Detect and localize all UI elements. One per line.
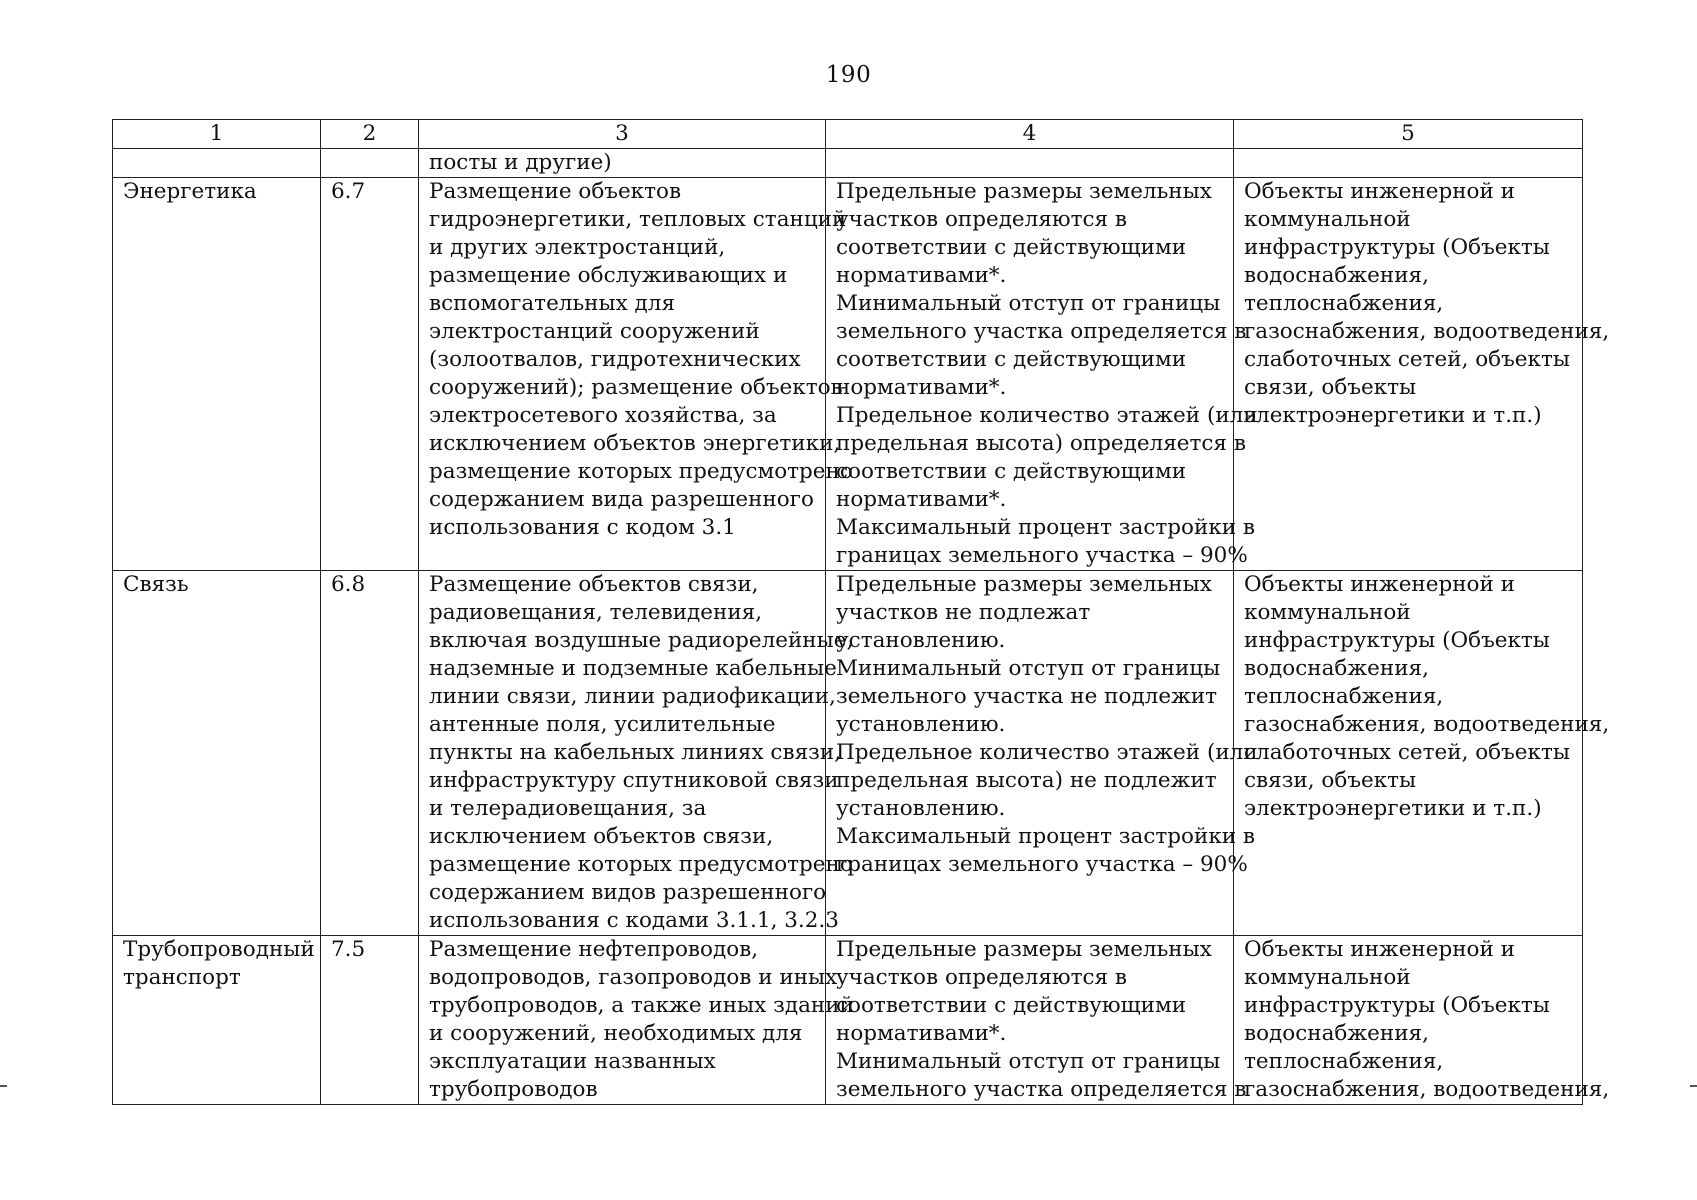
text-line: газоснабжения, водоотведения, [1244, 319, 1610, 344]
text-line: водоснабжения, [1244, 263, 1429, 288]
text-line: Объекты инженерной и [1244, 179, 1515, 204]
text-line: исключением объектов энергетики, [429, 431, 841, 456]
text-line: участков определяются в [836, 207, 1128, 232]
use-type-infrastructure [1234, 178, 1610, 571]
text-line: и телерадиовещания, за [429, 796, 707, 821]
use-type-name [113, 936, 321, 1105]
text-line: электросетевого хозяйства, за [429, 403, 777, 428]
text-line: Трубопроводный [123, 937, 315, 962]
text-line: антенные поля, усилительные [429, 712, 776, 737]
text-line: размещение которых предусмотрено [429, 459, 853, 484]
use-type-infrastructure [1234, 936, 1610, 1105]
text-line: линии связи, линии радиофикации, [429, 684, 836, 709]
land-use-table [112, 119, 1610, 1105]
text-line: земельного участка определяется в [836, 319, 1247, 344]
text-line: связи, объекты [1244, 768, 1417, 793]
text-line: электроэнергетики и т.п.) [1244, 796, 1542, 821]
text-line: электроэнергетики и т.п.) [1244, 403, 1542, 428]
text-line: Предельное количество этажей (или [836, 740, 1258, 765]
use-type-code [321, 936, 419, 1105]
use-type-parameters [826, 936, 1247, 1105]
text-line: Максимальный процент застройки в [836, 515, 1256, 540]
text-line: использования с кодами 3.1.1, 3.2.3 [429, 908, 839, 933]
use-type-description [419, 571, 854, 936]
text-line: нормативами*. [836, 487, 1007, 512]
use-type-infrastructure [1234, 571, 1610, 936]
column-header: 5 [1234, 120, 1583, 149]
text-line: теплоснабжения, [1244, 291, 1444, 316]
text-line: Размещение объектов [429, 179, 682, 204]
text-line: коммунальной [1244, 600, 1411, 625]
text-line: границах земельного участка – 90% [836, 852, 1248, 877]
text-line: включая воздушные радиорелейные, [429, 628, 854, 653]
text-line: и других электростанций, [429, 235, 726, 260]
text-line: трубопроводов, а также иных зданий [429, 993, 854, 1018]
page-number: 190 [825, 62, 872, 88]
text-line: соответствии с действующими [836, 347, 1187, 372]
use-type-description [419, 178, 853, 571]
table-row [113, 571, 1583, 936]
text-line: исключением объектов связи, [429, 824, 774, 849]
text-line: установлению. [836, 796, 1006, 821]
text-line: соответствии с действующими [836, 459, 1187, 484]
text-line: предельная высота) не подлежит [836, 768, 1217, 793]
column-header: 2 [321, 120, 419, 149]
cell-empty [826, 149, 1234, 178]
text-line: радиовещания, телевидения, [429, 600, 763, 625]
text-line: теплоснабжения, [1244, 684, 1444, 709]
text-line: участков не подлежат [836, 600, 1091, 625]
text-line: инфраструктуры (Объекты [1244, 235, 1550, 260]
use-type-name [113, 571, 321, 936]
text-line: посты и другие) [429, 150, 612, 175]
text-line: нормативами*. [836, 1021, 1007, 1046]
continuation-row [113, 149, 1583, 178]
text-line: размещение обслуживающих и [429, 263, 788, 288]
text-line: Предельные размеры земельных [836, 937, 1212, 962]
text-line: Размещение нефтепроводов, [429, 937, 759, 962]
text-line: установлению. [836, 712, 1006, 737]
text-line: электростанций сооружений [429, 319, 760, 344]
text-line: газоснабжения, водоотведения, [1244, 1077, 1610, 1102]
text-line: газоснабжения, водоотведения, [1244, 712, 1610, 737]
table-row [113, 178, 1583, 571]
text-line: коммунальной [1244, 207, 1411, 232]
text-line: Объекты инженерной и [1244, 937, 1515, 962]
continuation-text [419, 149, 826, 178]
text-line: слаботочных сетей, объекты [1244, 347, 1570, 372]
cell-empty [321, 149, 419, 178]
text-line: связи, объекты [1244, 375, 1417, 400]
text-line: эксплуатации названных [429, 1049, 716, 1074]
text-line: предельная высота) определяется в [836, 431, 1246, 456]
text-line: содержанием вида разрешенного [429, 487, 814, 512]
cell-empty [113, 149, 321, 178]
text-line: инфраструктуру спутниковой связи [429, 768, 839, 793]
text-line: инфраструктуры (Объекты [1244, 993, 1550, 1018]
column-number-row [113, 120, 1583, 149]
text-line: вспомогательных для [429, 291, 676, 316]
text-line: Предельное количество этажей (или [836, 403, 1258, 428]
text-line: нормативами*. [836, 263, 1007, 288]
text-line: гидроэнергетики, тепловых станций [429, 207, 847, 232]
text-line: Минимальный отступ от границы [836, 1049, 1221, 1074]
text-line: размещение которых предусмотрено [429, 852, 853, 877]
text-line: слаботочных сетей, объекты [1244, 740, 1570, 765]
text-line: (золоотвалов, гидротехнических [429, 347, 801, 372]
text-line: Размещение объектов связи, [429, 572, 759, 597]
text-line: земельного участка не подлежит [836, 684, 1218, 709]
text-line: использования с кодом 3.1 [429, 515, 736, 540]
text-line: Предельные размеры земельных [836, 179, 1212, 204]
text-line: инфраструктуры (Объекты [1244, 628, 1550, 653]
scan-margin-mark [0, 1085, 7, 1087]
text-line: соответствии с действующими [836, 993, 1187, 1018]
text-line: трубопроводов [429, 1077, 598, 1102]
use-type-parameters [826, 571, 1258, 936]
use-type-description [419, 936, 854, 1105]
text-line: 7.5 [331, 937, 366, 962]
text-line: транспорт [123, 965, 241, 990]
text-line: пункты на кабельных линиях связи, [429, 740, 842, 765]
column-header: 1 [113, 120, 321, 149]
use-type-code [321, 178, 419, 571]
text-line: теплоснабжения, [1244, 1049, 1444, 1074]
use-type-parameters [826, 178, 1258, 571]
text-line: соответствии с действующими [836, 235, 1187, 260]
text-line: Максимальный процент застройки в [836, 824, 1256, 849]
use-type-name [113, 178, 321, 571]
text-line: содержанием видов разрешенного [429, 880, 827, 905]
text-line: Объекты инженерной и [1244, 572, 1515, 597]
text-line: границах земельного участка – 90% [836, 543, 1248, 568]
text-line: нормативами*. [836, 375, 1007, 400]
text-line: 6.7 [331, 179, 366, 204]
text-line: земельного участка определяется в [836, 1077, 1247, 1102]
text-line: участков определяются в [836, 965, 1128, 990]
text-line: Минимальный отступ от границы [836, 656, 1221, 681]
text-line: Связь [123, 572, 189, 597]
text-line: сооружений); размещение объектов [429, 375, 843, 400]
text-line: водопроводов, газопроводов и иных [429, 965, 838, 990]
text-line: Энергетика [123, 179, 257, 204]
text-line: водоснабжения, [1244, 656, 1429, 681]
text-line: Предельные размеры земельных [836, 572, 1212, 597]
text-line: и сооружений, необходимых для [429, 1021, 803, 1046]
table-row [113, 936, 1583, 1105]
text-line: 6.8 [331, 572, 366, 597]
text-line: установлению. [836, 628, 1006, 653]
use-type-code [321, 571, 419, 936]
text-line: водоснабжения, [1244, 1021, 1429, 1046]
scan-margin-mark [1690, 1085, 1697, 1087]
column-header: 4 [826, 120, 1234, 149]
text-line: Минимальный отступ от границы [836, 291, 1221, 316]
text-line: коммунальной [1244, 965, 1411, 990]
text-line: надземные и подземные кабельные [429, 656, 837, 681]
column-header: 3 [419, 120, 826, 149]
cell-empty [1234, 149, 1583, 178]
